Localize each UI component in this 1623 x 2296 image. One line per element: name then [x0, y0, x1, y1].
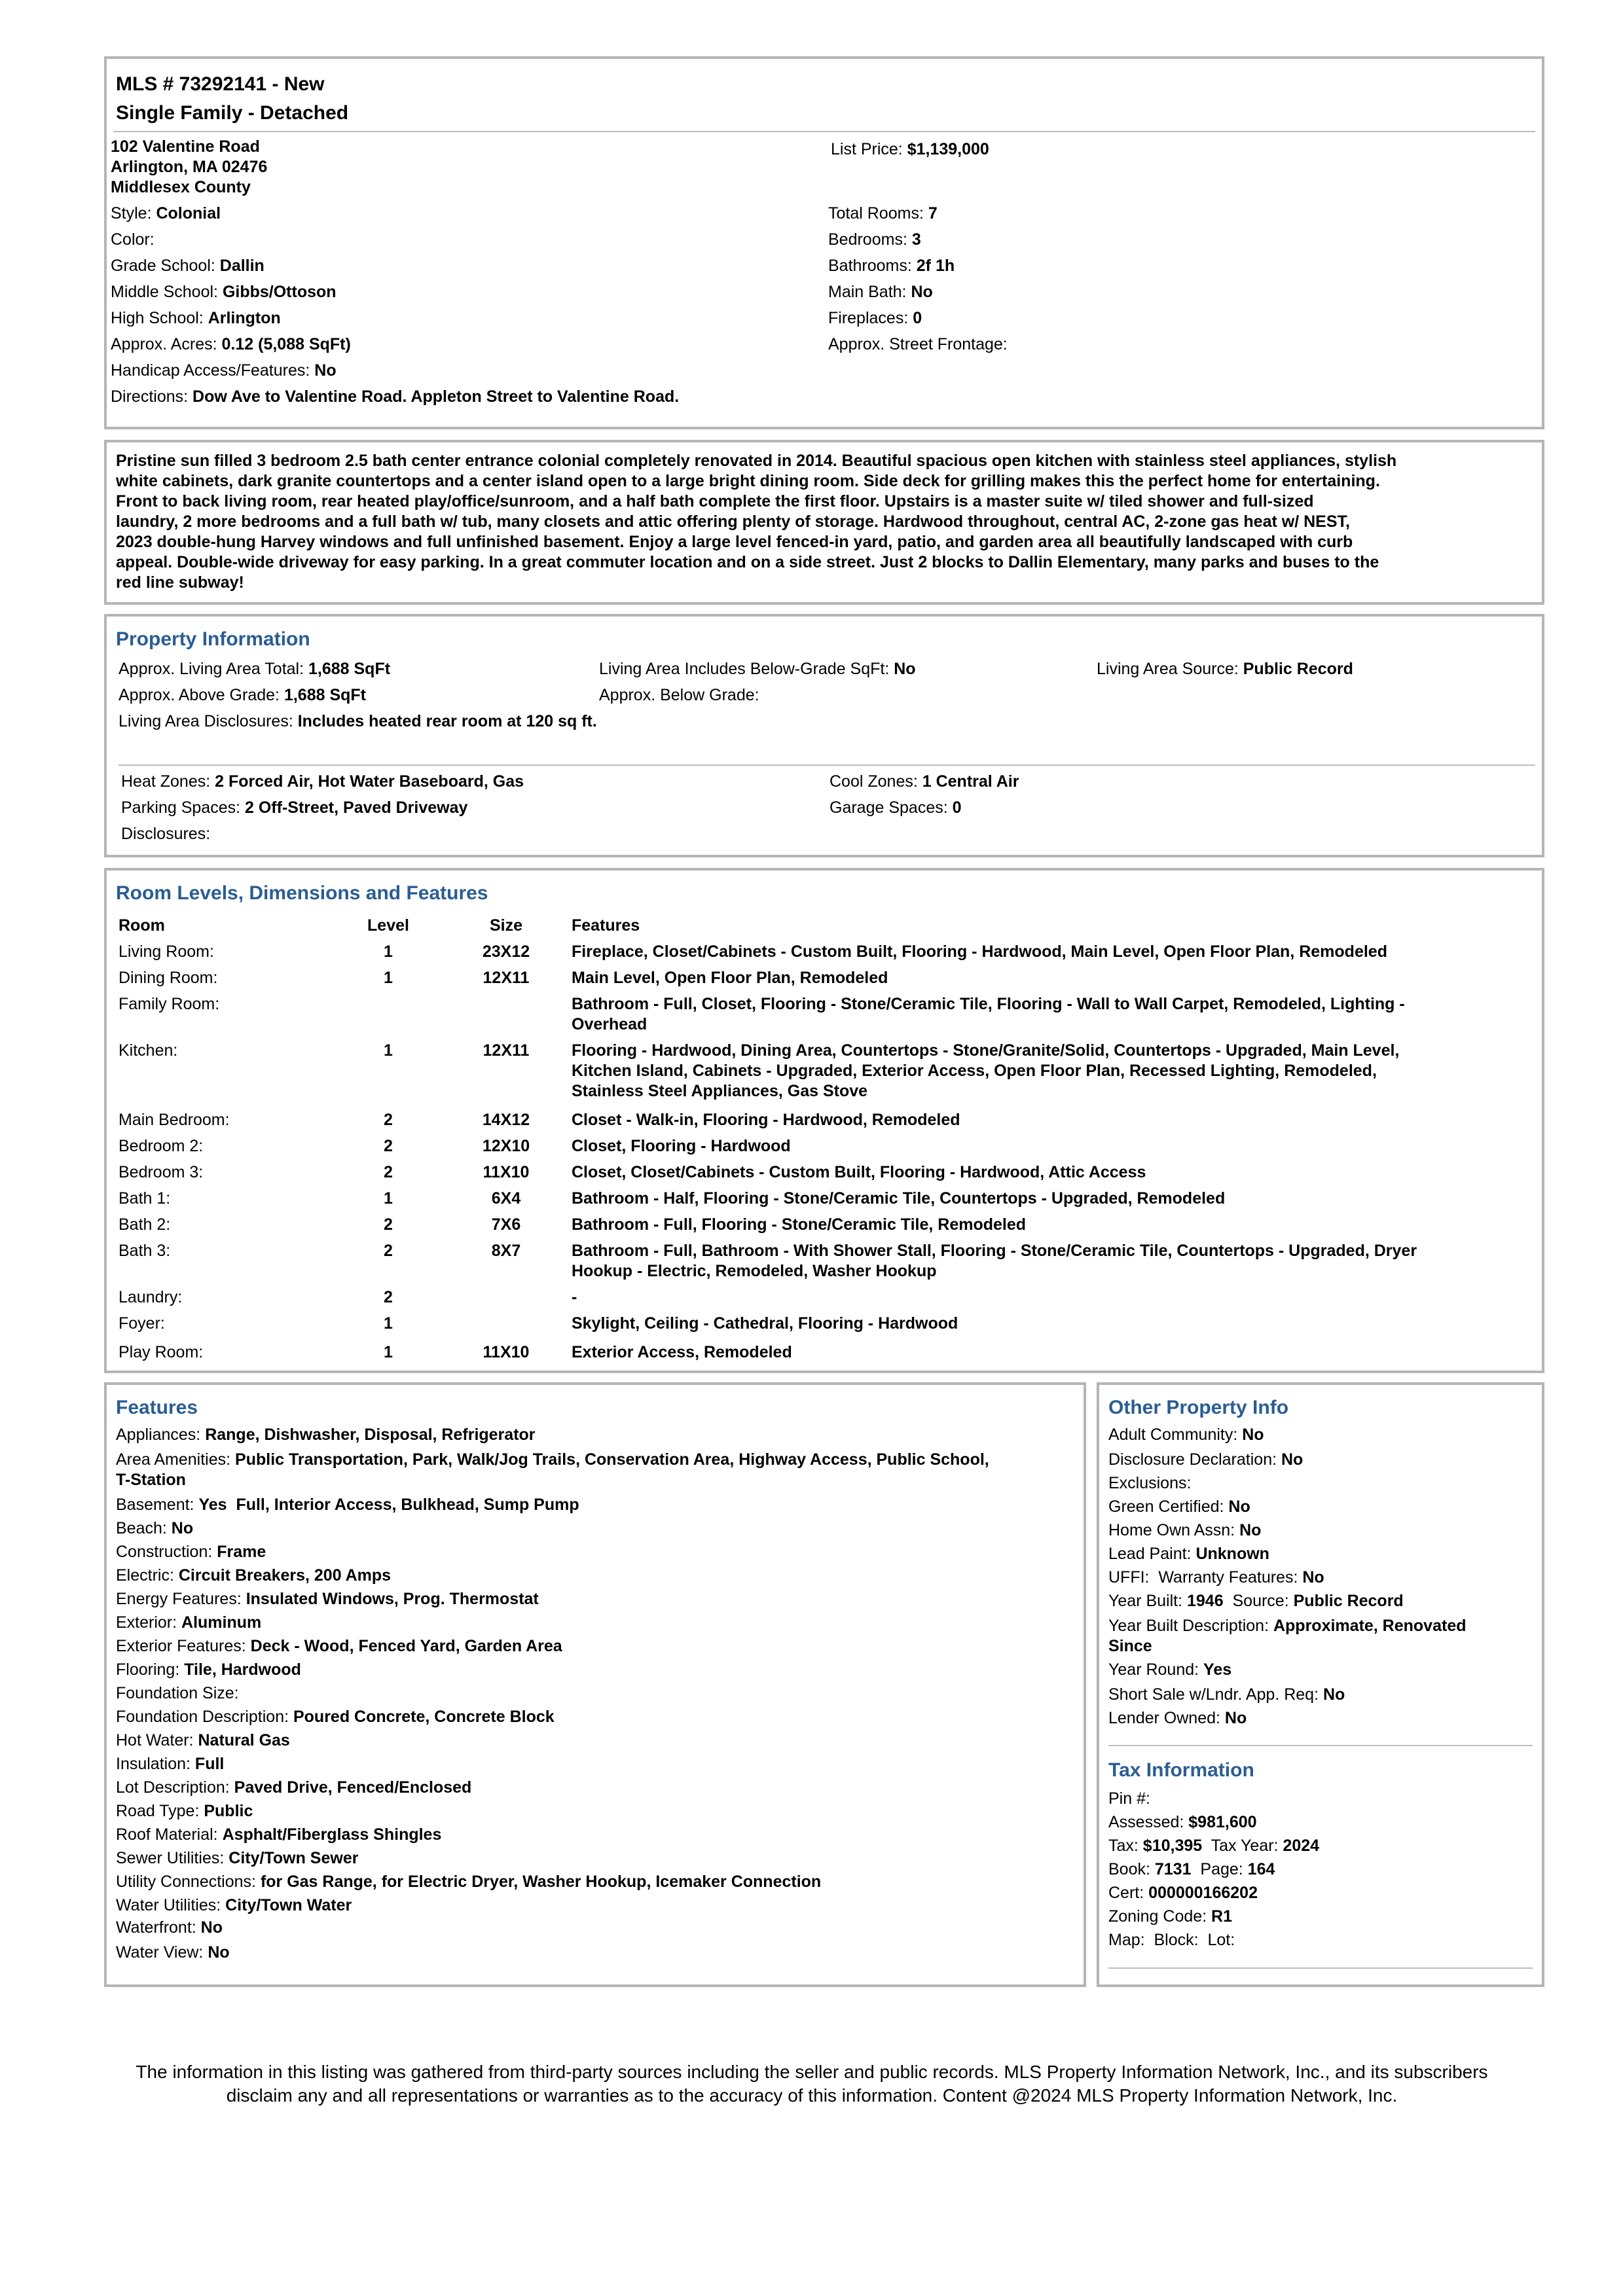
feature-water-utilities: Water Utilities: City/Town Water: [116, 1896, 352, 1914]
room-level: 2: [384, 1242, 393, 1260]
bathrooms-field: Bathrooms: 2f 1h: [828, 257, 955, 275]
room-size: 12X11: [483, 969, 530, 987]
feature-insulation: Insulation: Full: [116, 1755, 225, 1773]
cool-zones-field: Cool Zones: 1 Central Air: [830, 772, 1019, 791]
room-features: Hookup - Electric, Remodeled, Washer Hookup: [572, 1262, 937, 1280]
other-green-certified: Green Certified: No: [1108, 1498, 1250, 1516]
other-year-built-description: Year Built Description: Approximate, Renovated: [1108, 1617, 1467, 1635]
disclaimer-line: The information in this listing was gathered from third-party sources including the seller and public records. MLS Property Information Network, Inc., and its subscribers: [136, 2062, 1488, 2082]
other-lender-owned: Lender Owned: No: [1108, 1709, 1247, 1727]
room-features: Stainless Steel Appliances, Gas Stove: [572, 1082, 868, 1100]
heat-zones-field: Heat Zones: 2 Forced Air, Hot Water Baseboard, Gas: [121, 772, 524, 791]
other-home-own-assn: Home Own Assn: No: [1108, 1521, 1262, 1539]
room-features: Exterior Access, Remodeled: [572, 1343, 792, 1361]
room-size: 11X10: [483, 1163, 530, 1181]
living-area-total-field: Approx. Living Area Total: 1,688 SqFt: [119, 660, 391, 678]
room-name: Dining Room:: [119, 969, 218, 987]
feature-lot-description: Lot Description: Paved Drive, Fenced/Enclosed: [116, 1778, 472, 1797]
room-features: Closet - Walk-in, Flooring - Hardwood, Remodeled: [572, 1111, 960, 1129]
remarks-line: 2023 double-hung Harvey windows and full unfinished basement. Enjoy a large level fenced-in yard, patio, and garden area all beautifully landscaped with curb: [116, 533, 1353, 551]
room-name: Family Room:: [119, 995, 220, 1013]
section-title: Other Property Info: [1108, 1397, 1289, 1418]
mls-number: MLS # 73292141 - New: [116, 73, 325, 95]
room-size: 11X10: [483, 1343, 530, 1361]
room-features: Bathroom - Full, Flooring - Stone/Ceramic Tile, Remodeled: [572, 1215, 1027, 1234]
room-features: Bathroom - Full, Bathroom - With Shower Stall, Flooring - Stone/Ceramic Tile, Countertops - Upgraded, Dryer: [572, 1242, 1417, 1260]
parking-spaces-field: Parking Spaces: 2 Off-Street, Paved Driveway: [121, 798, 468, 817]
room-level: 2: [384, 1288, 393, 1306]
feature-basement: Basement: Yes Full, Interior Access, Bulkhead, Sump Pump: [116, 1496, 579, 1514]
room-level: 2: [384, 1163, 393, 1181]
room-size: 8X7: [491, 1242, 521, 1260]
tax-assessed: Assessed: $981,600: [1108, 1813, 1257, 1831]
room-name: Bedroom 2:: [119, 1137, 204, 1155]
room-name: Main Bedroom:: [119, 1111, 230, 1129]
above-grade-field: Approx. Above Grade: 1,688 SqFt: [119, 686, 366, 704]
disclosures-field: Disclosures:: [121, 825, 211, 843]
room-level: 1: [384, 1189, 393, 1208]
property-type: Single Family - Detached: [116, 102, 349, 124]
feature-area-amenities-cont: T-Station: [116, 1471, 186, 1489]
property-information-box: [104, 614, 1544, 857]
feature-utility-connections: Utility Connections: for Gas Range, for Electric Dryer, Washer Hookup, Icemaker Connection: [116, 1873, 822, 1891]
room-level: 1: [384, 1041, 393, 1060]
room-level: 2: [384, 1137, 393, 1155]
other-info-box: [1097, 1382, 1544, 1987]
other-exclusions: Exclusions:: [1108, 1474, 1192, 1492]
room-features: Closet, Closet/Cabinets - Custom Built, Flooring - Hardwood, Attic Access: [572, 1163, 1146, 1181]
column-header-features: Features: [572, 916, 640, 935]
high-school-field: High School: Arlington: [111, 309, 281, 327]
room-level: 1: [384, 1314, 393, 1333]
feature-water-view: Water View: No: [116, 1943, 230, 1962]
other-uffi: UFFI: Warranty Features: No: [1108, 1568, 1324, 1587]
feature-hot-water: Hot Water: Natural Gas: [116, 1731, 290, 1749]
remarks-box: [104, 440, 1544, 605]
remarks-line: laundry, 2 more bedrooms and a full bath w/ tub, many closets and attic offering plenty of storage. Hardwood throughout, central AC, 2-zone gas heat w/ NEST,: [116, 512, 1350, 531]
remarks-line: appeal. Double-wide driveway for easy parking. In a great commuter location and on a side street. Just 2 blocks to Dallin Elementary, many parks and buses to the: [116, 553, 1379, 571]
room-level: 2: [384, 1215, 393, 1234]
tax-book-page: Book: 7131 Page: 164: [1108, 1860, 1275, 1878]
room-features: Kitchen Island, Cabinets - Upgraded, Exterior Access, Open Floor Plan, Recessed Lighting, Remodeled,: [572, 1062, 1377, 1080]
street-frontage-field: Approx. Street Frontage:: [828, 335, 1008, 353]
tax-zoning: Zoning Code: R1: [1108, 1907, 1233, 1926]
room-size: 12X10: [482, 1137, 530, 1155]
remarks-line: white cabinets, dark granite countertops and a center island open to a large bright dining room. Side deck for grilling makes this the perfect home for entertaining.: [116, 472, 1380, 490]
tax-pin: Pin #:: [1108, 1789, 1150, 1808]
below-grade-field: Approx. Below Grade:: [599, 686, 759, 704]
room-features: Main Level, Open Floor Plan, Remodeled: [572, 969, 888, 987]
room-features: Closet, Flooring - Hardwood: [572, 1137, 791, 1155]
features-box: [104, 1382, 1086, 1987]
color-field: Color:: [111, 230, 155, 249]
divider: [113, 131, 1535, 132]
divider: [119, 764, 1535, 766]
feature-foundation-size: Foundation Size:: [116, 1684, 239, 1702]
tax-section-title: Tax Information: [1108, 1759, 1254, 1781]
room-name: Bath 1:: [119, 1189, 171, 1208]
column-header-size: Size: [489, 916, 523, 935]
room-size: 6X4: [491, 1189, 521, 1208]
room-name: Bath 2:: [119, 1215, 171, 1234]
room-size: 23X12: [482, 942, 530, 961]
room-level: 1: [384, 1343, 393, 1361]
room-name: Bath 3:: [119, 1242, 171, 1260]
below-grade-included-field: Living Area Includes Below-Grade SqFt: No: [599, 660, 916, 678]
bedrooms-field: Bedrooms: 3: [828, 230, 921, 249]
divider: [1108, 1745, 1533, 1746]
room-name: Play Room:: [119, 1343, 204, 1361]
feature-construction: Construction: Frame: [116, 1543, 266, 1561]
living-area-disclosures-field: Living Area Disclosures: Includes heated rear room at 120 sq ft.: [119, 712, 597, 730]
tax-map-block-lot: Map: Block: Lot:: [1108, 1931, 1235, 1949]
feature-appliances: Appliances: Range, Dishwasher, Disposal, Refrigerator: [116, 1426, 536, 1444]
room-name: Laundry:: [119, 1288, 183, 1306]
room-level: 2: [384, 1111, 393, 1129]
feature-roof-material: Roof Material: Asphalt/Fiberglass Shingles: [116, 1825, 442, 1844]
feature-waterfront: Waterfront: No: [116, 1918, 223, 1937]
room-features: Skylight, Ceiling - Cathedral, Flooring - Hardwood: [572, 1314, 958, 1333]
room-features: Bathroom - Full, Closet, Flooring - Stone/Ceramic Tile, Flooring - Wall to Wall Carpet, Remodeled, Lighting -: [572, 995, 1405, 1013]
tax-amount: Tax: $10,395 Tax Year: 2024: [1108, 1837, 1320, 1855]
remarks-line: red line subway!: [116, 573, 244, 592]
other-disclosure-declaration: Disclosure Declaration: No: [1108, 1450, 1304, 1469]
room-level: 1: [384, 969, 393, 987]
room-features: Flooring - Hardwood, Dining Area, Countertops - Stone/Granite/Solid, Countertops - Upgraded, Main Level,: [572, 1041, 1400, 1060]
feature-exterior: Exterior: Aluminum: [116, 1613, 262, 1632]
disclaimer-line: disclaim any and all representations or warranties as to the accuracy of this information. Content @2024 MLS Property Information Network, Inc.: [226, 2085, 1398, 2106]
garage-spaces-field: Garage Spaces: 0: [830, 798, 962, 817]
section-title: Room Levels, Dimensions and Features: [116, 882, 488, 904]
feature-electric: Electric: Circuit Breakers, 200 Amps: [116, 1566, 392, 1585]
room-name: Living Room:: [119, 942, 214, 961]
feature-road-type: Road Type: Public: [116, 1802, 253, 1820]
remarks-line: Pristine sun filled 3 bedroom 2.5 bath center entrance colonial completely renovated in 2014. Beautiful spacious open kitchen with stainless steel appliances, stylish: [116, 452, 1397, 470]
other-year-built: Year Built: 1946 Source: Public Record: [1108, 1592, 1404, 1610]
other-year-built-description-cont: Since: [1108, 1637, 1152, 1655]
acres-field: Approx. Acres: 0.12 (5,088 SqFt): [111, 335, 351, 353]
feature-sewer: Sewer Utilities: City/Town Sewer: [116, 1849, 359, 1867]
room-name: Bedroom 3:: [119, 1163, 204, 1181]
room-level: 1: [384, 942, 393, 961]
address-city: Arlington, MA 02476: [111, 158, 268, 176]
feature-foundation-description: Foundation Description: Poured Concrete, Concrete Block: [116, 1708, 555, 1726]
directions-field: Directions: Dow Ave to Valentine Road. Appleton Street to Valentine Road.: [111, 387, 680, 406]
remarks-line: Front to back living room, rear heated play/office/sunroom, and a half bath complete the first floor. Upstairs is a master suite w/ tiled shower and full-sized: [116, 492, 1314, 511]
room-size: 12X11: [483, 1041, 530, 1060]
room-features: Overhead: [572, 1015, 647, 1033]
room-name: Foyer:: [119, 1314, 165, 1333]
grade-school-field: Grade School: Dallin: [111, 257, 264, 275]
feature-flooring: Flooring: Tile, Hardwood: [116, 1660, 301, 1679]
room-levels-box: [104, 868, 1544, 1373]
divider: [1108, 1967, 1533, 1969]
section-title: Property Information: [116, 628, 310, 650]
living-area-source-field: Living Area Source: Public Record: [1097, 660, 1353, 678]
handicap-field: Handicap Access/Features: No: [111, 361, 337, 380]
disclaimer-footer: [111, 2060, 1512, 2108]
middle-school-field: Middle School: Gibbs/Ottoson: [111, 283, 337, 301]
fireplaces-field: Fireplaces: 0: [828, 309, 922, 327]
room-features: Fireplace, Closet/Cabinets - Custom Built, Flooring - Hardwood, Main Level, Open Floor Plan, Remodeled: [572, 942, 1387, 961]
other-lead-paint: Lead Paint: Unknown: [1108, 1545, 1269, 1563]
feature-area-amenities: Area Amenities: Public Transportation, Park, Walk/Jog Trails, Conservation Area, Highway Access, Public School,: [116, 1450, 989, 1469]
address-county: Middlesex County: [111, 178, 251, 196]
room-features: -: [572, 1288, 577, 1306]
column-header-level: Level: [367, 916, 409, 935]
tax-cert: Cert: 000000166202: [1108, 1884, 1258, 1902]
list-price: List Price: $1,139,000: [831, 140, 989, 158]
column-header-room: Room: [119, 916, 165, 935]
room-size: 7X6: [491, 1215, 521, 1234]
main-bath-field: Main Bath: No: [828, 283, 933, 301]
feature-exterior-features: Exterior Features: Deck - Wood, Fenced Yard, Garden Area: [116, 1637, 562, 1655]
other-adult-community: Adult Community: No: [1108, 1426, 1264, 1444]
style-field: Style: Colonial: [111, 204, 221, 223]
room-name: Kitchen:: [119, 1041, 178, 1060]
address-street: 102 Valentine Road: [111, 137, 260, 156]
feature-energy: Energy Features: Insulated Windows, Prog. Thermostat: [116, 1590, 539, 1608]
room-features: Bathroom - Half, Flooring - Stone/Ceramic Tile, Countertops - Upgraded, Remodeled: [572, 1189, 1226, 1208]
other-year-round: Year Round: Yes: [1108, 1660, 1232, 1679]
other-short-sale: Short Sale w/Lndr. App. Req: No: [1108, 1685, 1345, 1704]
listing-summary-box: [104, 56, 1544, 429]
room-size: 14X12: [482, 1111, 530, 1129]
feature-beach: Beach: No: [116, 1519, 194, 1537]
total-rooms-field: Total Rooms: 7: [828, 204, 938, 223]
section-title: Features: [116, 1397, 198, 1418]
